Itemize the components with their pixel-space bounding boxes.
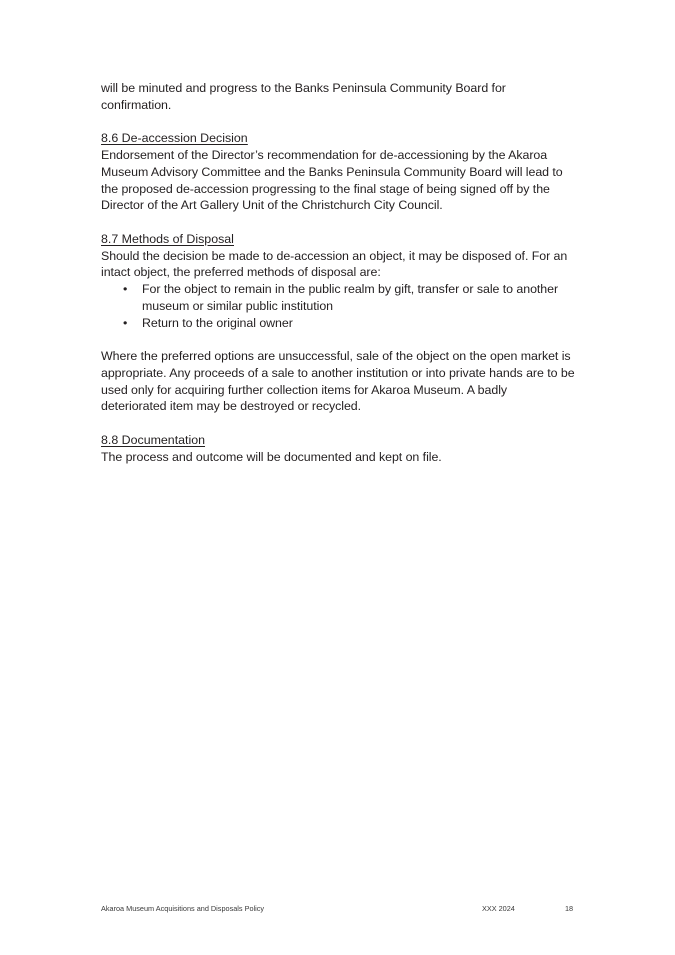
footer-document-title: Akaroa Museum Acquisitions and Disposals Policy: [101, 904, 265, 913]
heading-8-8-label: 8.8 Documentation: [101, 432, 206, 447]
bullet-icon: •: [123, 315, 128, 330]
footer-date: XXX 2024: [482, 904, 515, 913]
list-item-label: For the object to remain in the public realm by gift, transfer or sale to another museum or similar public institution: [142, 282, 559, 313]
paragraph-8-6-body: Endorsement of the Director’s recommendation for de-accessioning by the Akaroa Museum Advisory Committee and the Banks Peninsula Community Board will lead to the proposed de-accession progressing to the final stage of being signed off by the Director of the Art Gallery Unit of the Christchurch City Council.: [101, 148, 563, 213]
page-footer: [101, 903, 575, 917]
paragraph-gap: [101, 331, 575, 348]
heading-8-7: [101, 231, 575, 248]
list-item: [101, 281, 575, 315]
heading-8-6-label: 8.6 De-accession Decision: [101, 131, 248, 146]
disposal-methods-list: [101, 281, 575, 331]
paragraph-gap: [101, 114, 575, 131]
paragraph-8-7-intro: Should the decision be made to de-accession an object, it may be disposed of. For an intact object, the preferred methods of disposal are:: [101, 248, 568, 280]
list-item: [101, 315, 575, 332]
paragraph-gap: [101, 415, 575, 432]
paragraph-gap: [101, 214, 575, 231]
paragraph-8-8-body: The process and outcome will be documented and kept on file.: [101, 449, 442, 464]
bullet-icon: •: [123, 282, 128, 296]
heading-8-8: [101, 432, 575, 449]
list-item-label: Return to the original owner: [142, 315, 293, 330]
heading-8-6: [101, 130, 575, 147]
document-body: [101, 80, 575, 465]
footer-page-number: 18: [565, 904, 574, 913]
heading-8-7-label: 8.7 Methods of Disposal: [101, 231, 234, 246]
paragraph-confirmation: will be minuted and progress to the Banks Peninsula Community Board for confirmation.: [101, 81, 506, 112]
paragraph-8-7-market: Where the preferred options are unsuccessful, sale of the object on the open market is appropriate. Any proceeds of a sale to another institution or into private hands are to be used only for acquiring further collection items for Akaroa Museum. A badly deteriorated item may be destroyed or recycled.: [101, 349, 575, 414]
